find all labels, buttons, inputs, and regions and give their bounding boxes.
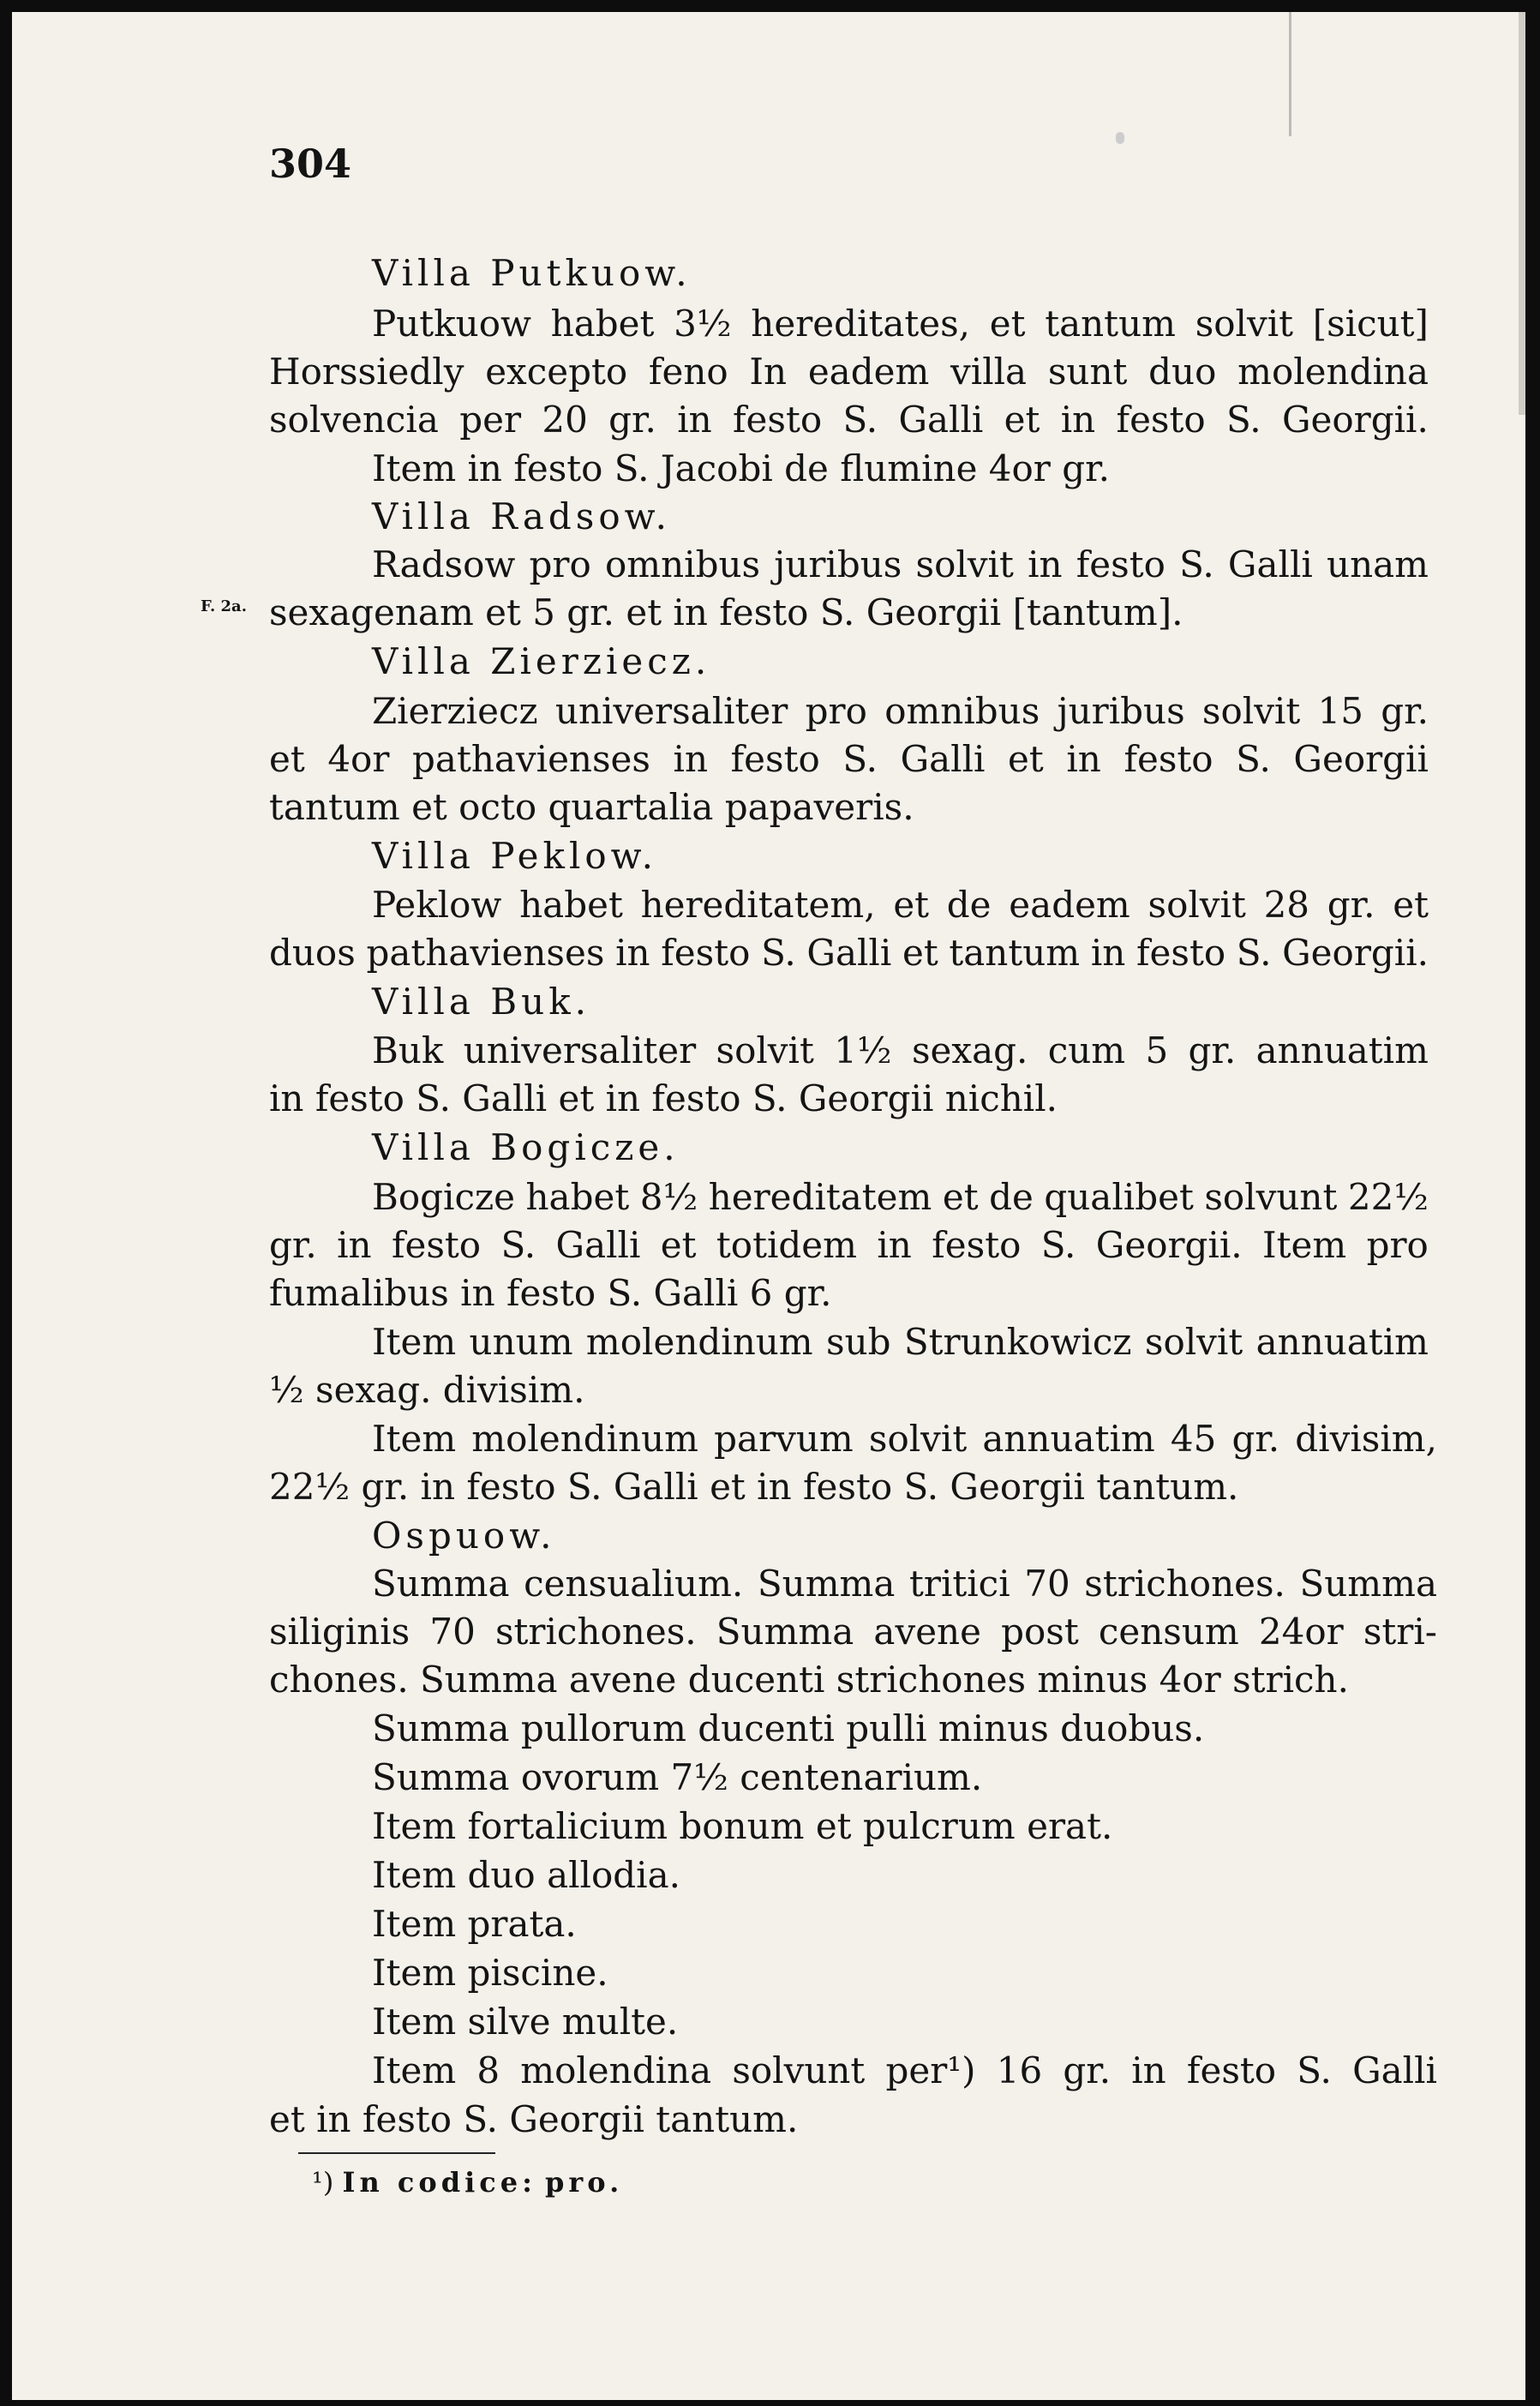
text-line: in festo S. Galli et in festo S. Georgii nichil. bbox=[269, 1077, 1058, 1119]
text-line: Item unum molendinum sub Strunkowicz solvit annuatim bbox=[372, 1321, 1429, 1363]
text-line: solvencia per 20 gr. in festo S. Galli et in festo S. Georgii. bbox=[269, 399, 1429, 441]
section-heading: Villa Zierziecz. bbox=[372, 640, 711, 682]
text-line: Radsow pro omnibus juribus solvit in festo S. Galli unam bbox=[372, 543, 1429, 585]
footnote-text: In codice: bbox=[342, 2166, 536, 2199]
page-number: 304 bbox=[269, 141, 352, 187]
text-line: et in festo S. Georgii tantum. bbox=[269, 2098, 799, 2140]
text-line: Bogicze habet 8½ hereditatem et de qualibet solvunt 22½ bbox=[372, 1176, 1429, 1218]
book-page bbox=[12, 12, 1525, 2400]
text-line: ½ sexag. divisim. bbox=[269, 1369, 585, 1411]
text-line: Putkuow habet 3½ hereditates, et tantum solvit [sicut] bbox=[372, 303, 1429, 345]
section-heading: Villa Radsow. bbox=[372, 495, 671, 537]
text-line: Summa ovorum 7½ centenarium. bbox=[372, 1756, 983, 1798]
text-line: duos pathavienses in festo S. Galli et tantum in festo S. Georgii. bbox=[269, 932, 1429, 974]
section-heading: Ospuow. bbox=[372, 1515, 556, 1557]
section-heading: Villa Buk. bbox=[372, 981, 590, 1023]
footnote bbox=[312, 2161, 623, 2204]
text-line: Summa pullorum ducenti pulli minus duobus. bbox=[372, 1707, 1205, 1749]
text-line: Item 8 molendina solvunt per¹) 16 gr. in festo S. Galli bbox=[372, 2049, 1437, 2091]
text-line: 22½ gr. in festo S. Galli et in festo S. Georgii tantum. bbox=[269, 1466, 1239, 1508]
text-line: Item prata. bbox=[372, 1903, 577, 1945]
text-line: Horssiedly excepto feno In eadem villa sunt duo molendina bbox=[269, 351, 1429, 393]
footnote-reading: pro. bbox=[545, 2166, 624, 2199]
text-line: Zierziecz universaliter pro omnibus juribus solvit 15 gr. bbox=[372, 690, 1429, 732]
text-line: et 4or pathavienses in festo S. Galli et in festo S. Georgii bbox=[269, 738, 1429, 780]
text-line: Summa censualium. Summa tritici 70 strichones. Summa bbox=[372, 1563, 1437, 1605]
text-line: fumalibus in festo S. Galli 6 gr. bbox=[269, 1272, 832, 1314]
text-line: siliginis 70 strichones. Summa avene post censum 24or stri- bbox=[269, 1611, 1437, 1653]
text-line: Item piscine. bbox=[372, 1952, 608, 1994]
section-heading: Villa Bogicze. bbox=[372, 1126, 680, 1168]
section-heading: Villa Peklow. bbox=[372, 835, 657, 877]
page-content bbox=[12, 12, 1525, 2400]
margin-note: F. 2a. bbox=[201, 597, 247, 615]
text-line: Item duo allodia. bbox=[372, 1854, 680, 1896]
text-line: Item fortalicium bonum et pulcrum erat. bbox=[372, 1805, 1113, 1847]
text-line: Buk universaliter solvit 1½ sexag. cum 5 gr. annuatim bbox=[372, 1029, 1429, 1071]
text-line: Item silve multe. bbox=[372, 2001, 679, 2043]
text-line: Item in festo S. Jacobi de flumine 4or gr. bbox=[372, 447, 1110, 489]
text-line: gr. in festo S. Galli et totidem in festo S. Georgii. Item pro bbox=[269, 1224, 1429, 1266]
text-line: Peklow habet hereditatem, et de eadem solvit 28 gr. et bbox=[372, 884, 1429, 926]
text-line: tantum et octo quartalia papaveris. bbox=[269, 786, 914, 828]
text-line: Item molendinum parvum solvit annuatim 45 gr. divisim, bbox=[372, 1418, 1437, 1460]
footnote-rule bbox=[298, 2152, 495, 2154]
footnote-marker: ¹) bbox=[312, 2166, 334, 2199]
text-line: chones. Summa avene ducenti strichones minus 4or strich. bbox=[269, 1659, 1349, 1701]
text-line: sexagenam et 5 gr. et in festo S. Georgii [tantum]. bbox=[269, 591, 1183, 633]
section-heading: Villa Putkuow. bbox=[372, 252, 692, 294]
